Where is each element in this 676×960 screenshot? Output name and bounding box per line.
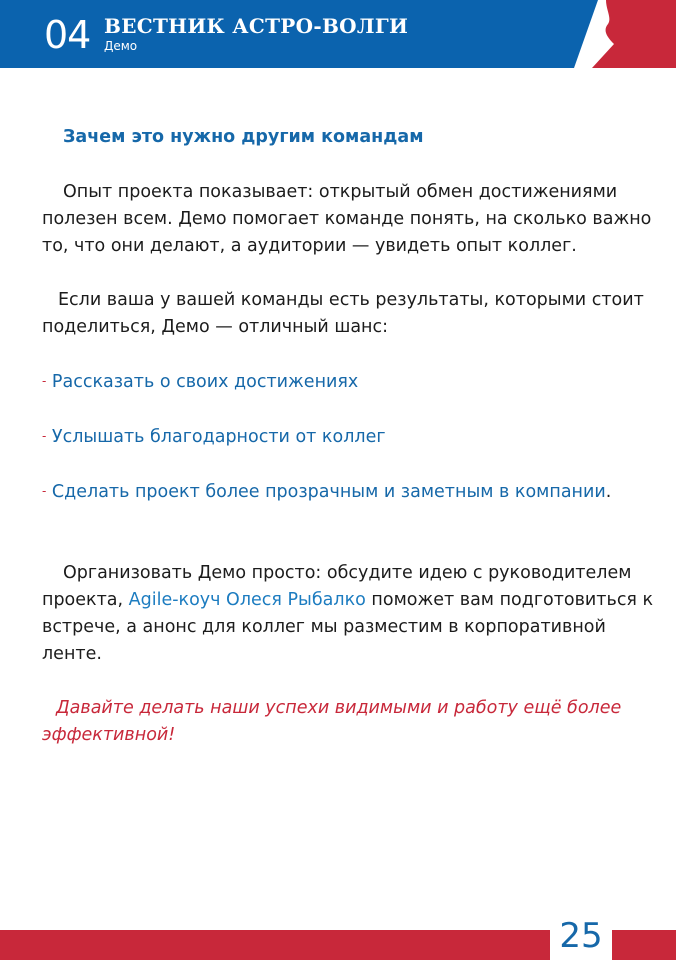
issue-number: 04 <box>44 13 91 57</box>
paragraph-organize <box>42 560 666 668</box>
list-item <box>42 368 666 396</box>
page-number: 25 <box>559 916 603 956</box>
list-item <box>42 423 666 451</box>
list-item <box>42 478 666 506</box>
paragraph-intro: Опыт проекта показывает: открытый обмен достижениями полезен всем. Демо помогает команде понять, на сколько важно то, что они делают, а аудитории — увидеть опыт коллег. <box>42 182 652 256</box>
article-body <box>42 124 666 749</box>
section-name: Демо <box>104 39 138 53</box>
bullet-dash: - <box>42 429 47 443</box>
paragraph-organize-end: поможет вам подготовиться к встрече, а анонс для коллег мы разместим в корпоративной ленте. <box>42 590 654 664</box>
paragraph-offer: Если ваша у вашей команды есть результаты, которыми стоит поделиться, Демо — отличный шанс: <box>42 290 644 337</box>
coach-link[interactable]: Agile-коуч Олеся Рыбалко <box>128 590 366 610</box>
bullet-dash: - <box>42 374 47 388</box>
header-banner <box>0 0 676 68</box>
paragraph-organize-start: Организовать Демо просто: обсудите идею с руководителем проекта, <box>42 563 632 610</box>
magazine-title: ВЕСТНИК АСТРО-ВОЛГИ <box>104 14 409 38</box>
bullet-suffix: . <box>605 482 612 502</box>
bullet-text: Услышать благодарности от коллег <box>51 427 386 447</box>
closing-slogan: Давайте делать наши успехи видимыми и работу ещё более эффективной! <box>42 698 622 745</box>
bullet-text: Сделать проект более прозрачным и заметным в компании <box>51 482 606 502</box>
bullet-dash: - <box>42 484 47 498</box>
bullet-text: Рассказать о своих достижениях <box>51 372 359 392</box>
article-heading: Зачем это нужно другим командам <box>63 127 424 147</box>
